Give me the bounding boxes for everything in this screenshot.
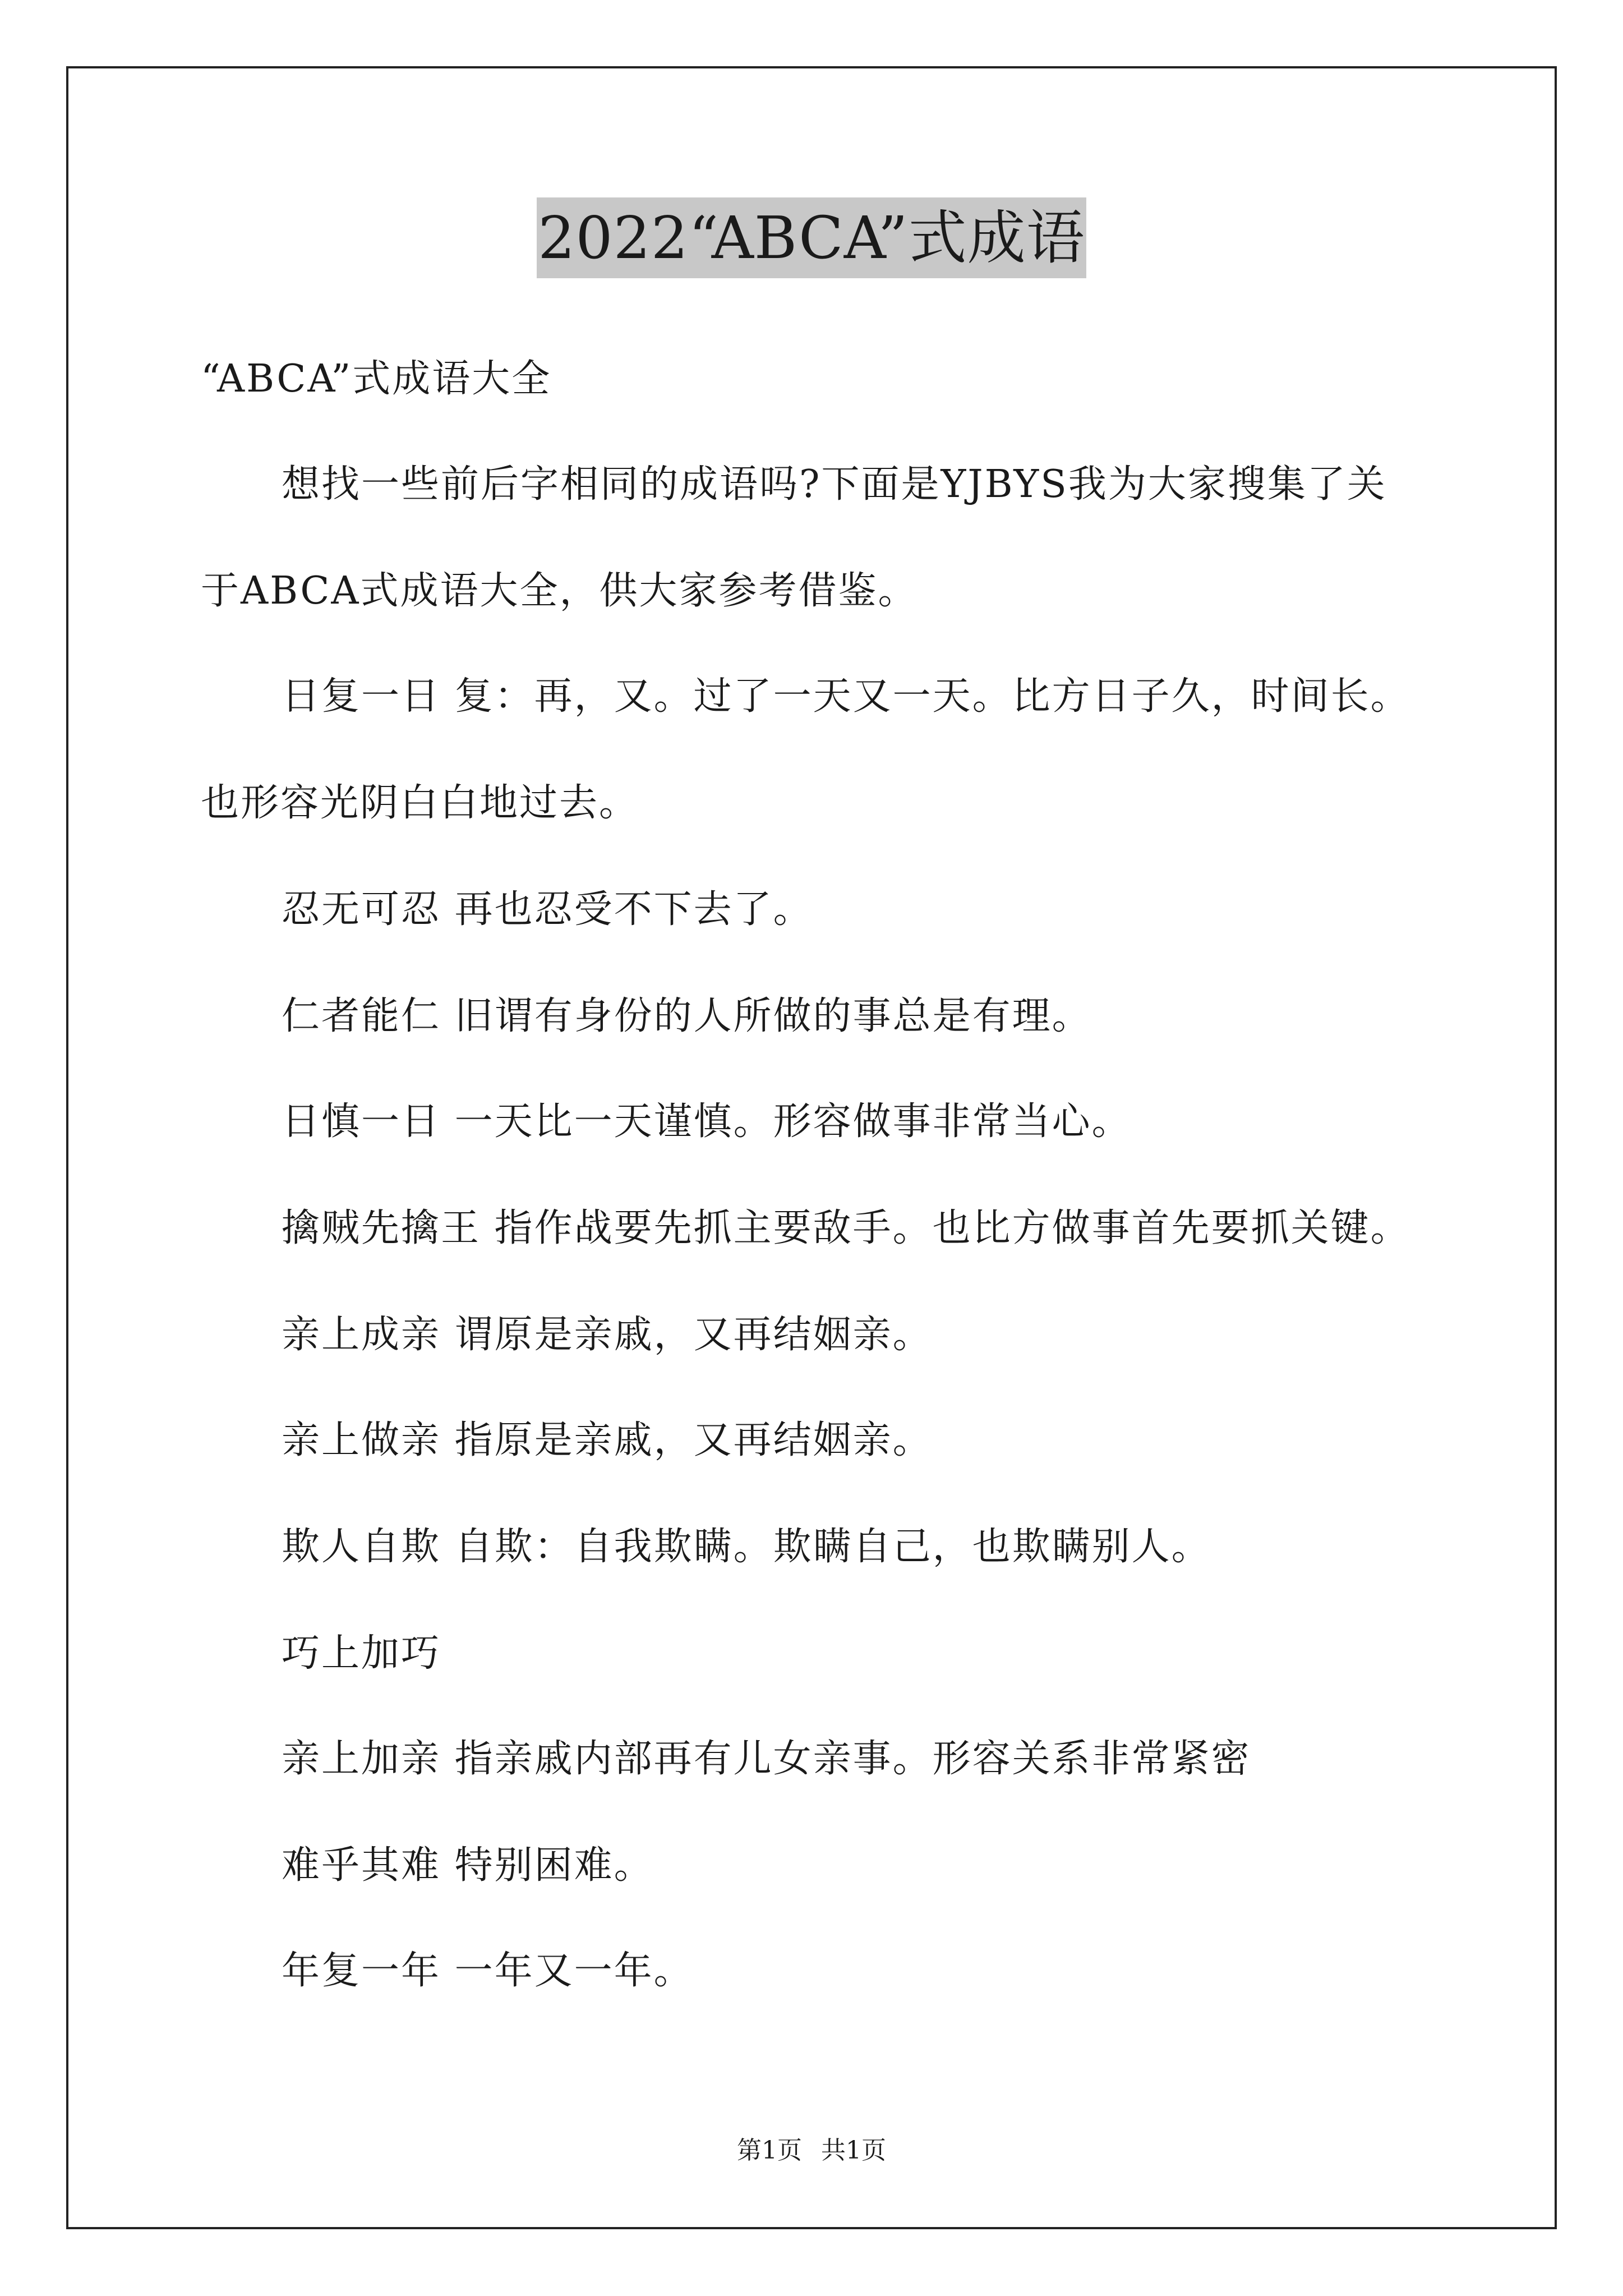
idiom-entry: 仁者能仁 旧谓有身份的人所做的事总是有理。 [282, 994, 1092, 1038]
idiom-entry: 年复一年 一年又一年。 [282, 1949, 694, 1993]
title-container [0, 197, 1623, 278]
document-title: 2022“ABCA”式成语 [537, 197, 1086, 278]
intro-paragraph-line-2: 于ABCA式成语大全，供大家参考借鉴。 [201, 569, 918, 613]
idiom-entry: 忍无可忍 再也忍受不下去了。 [282, 887, 813, 932]
page-total: 共1页 [821, 2136, 886, 2165]
idiom-entry: 亲上成亲 谓原是亲戚，又再结姻亲。 [282, 1313, 933, 1357]
subtitle: “ABCA”式成语大全 [201, 357, 552, 401]
idiom-entry-line-2: 也形容光阴白白地过去。 [201, 781, 639, 825]
idiom-entry: 难乎其难 特别困难。 [282, 1843, 654, 1888]
idiom-entry-line-1: 日复一日 复：再，又。过了一天又一天。比方日子久，时间长。 [282, 674, 1410, 719]
idiom-entry: 巧上加巧 [282, 1631, 441, 1676]
intro-paragraph-line-1: 想找一些前后字相同的成语吗?下面是YJBYS我为大家搜集了关 [282, 462, 1387, 507]
page-number: 第1页 [737, 2136, 802, 2165]
idiom-entry: 欺人自欺 自欺：自我欺瞒。欺瞒自己，也欺瞒别人。 [282, 1525, 1211, 1569]
idiom-entry: 擒贼先擒王 指作战要先抓主要敌手。也比方做事首先要抓关键。 [282, 1206, 1410, 1250]
idiom-entry: 亲上做亲 指原是亲戚，又再结姻亲。 [282, 1418, 933, 1462]
idiom-entry: 日慎一日 一天比一天谨慎。形容做事非常当心。 [282, 1099, 1132, 1144]
page-footer [0, 2135, 1623, 2166]
idiom-entry: 亲上加亲 指亲戚内部再有儿女亲事。形容关系非常紧密 [282, 1737, 1251, 1781]
